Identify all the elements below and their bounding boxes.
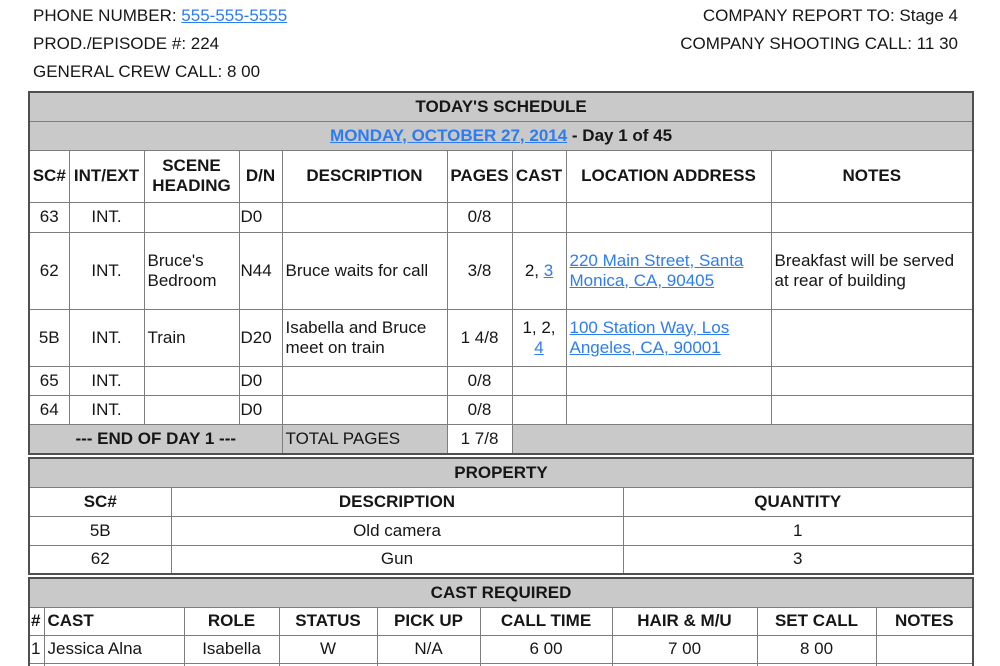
cell-heading [144, 202, 239, 232]
top-info-right [680, 2, 958, 86]
col-cast-notes: NOTES [876, 607, 973, 635]
location-link[interactable]: 220 Main Street, Santa Monica, CA, 90405 [569, 250, 744, 290]
cell-int-ext: INT. [69, 309, 144, 366]
col-pages: PAGES [447, 150, 512, 202]
schedule-header-row [29, 150, 973, 202]
cell-pages: 1 4/8 [447, 309, 512, 366]
cell-property-quantity: 3 [623, 545, 973, 574]
top-info [0, 0, 1000, 86]
col-location: LOCATION ADDRESS [566, 150, 771, 202]
cell-sc: 65 [29, 366, 69, 395]
cell-dn: D20 [239, 309, 282, 366]
cast-required-table [28, 577, 974, 666]
episode-line: PROD./EPISODE #: 224 [33, 34, 220, 53]
cell-description [282, 366, 447, 395]
cell-location [566, 202, 771, 232]
schedule-footer-row [29, 424, 973, 454]
col-property-description: DESCRIPTION [171, 487, 623, 516]
cast-required-header-row [29, 607, 973, 635]
cell-int-ext: INT. [69, 366, 144, 395]
cell-cast [512, 395, 566, 424]
col-dn: D/N [239, 150, 282, 202]
cell-pages: 0/8 [447, 395, 512, 424]
cell-sc: 5B [29, 309, 69, 366]
cell-location [566, 366, 771, 395]
cell-notes [771, 309, 973, 366]
cell-property-description: Gun [171, 545, 623, 574]
cell-location [566, 309, 771, 366]
cell-description: Isabella and Bruce meet on train [282, 309, 447, 366]
report-to-line: COMPANY REPORT TO: Stage 4 [702, 6, 958, 25]
col-int-ext: INT/EXT [69, 150, 144, 202]
schedule-title: TODAY'S SCHEDULE [29, 92, 973, 121]
col-notes: NOTES [771, 150, 973, 202]
cell-property-description: Old camera [171, 516, 623, 545]
col-cast-call-time: CALL TIME [480, 607, 612, 635]
col-sc: SC# [29, 150, 69, 202]
cell-notes [771, 366, 973, 395]
cell-heading [144, 366, 239, 395]
col-property-sc: SC# [29, 487, 171, 516]
cast-number-link[interactable]: 4 [534, 337, 544, 357]
col-cast-num: # [29, 607, 44, 635]
cell-notes [771, 395, 973, 424]
cell-cast [512, 366, 566, 395]
cell-heading: Bruce's Bedroom [144, 232, 239, 309]
col-property-quantity: QUANTITY [623, 487, 973, 516]
property-title: PROPERTY [29, 458, 973, 487]
col-cast-role: ROLE [184, 607, 279, 635]
cell-location [566, 395, 771, 424]
total-pages-value: 1 7/8 [447, 424, 512, 454]
cell-property-sc: 62 [29, 545, 171, 574]
col-description: DESCRIPTION [282, 150, 447, 202]
cast-required-title: CAST REQUIRED [29, 578, 973, 607]
col-cast-status: STATUS [279, 607, 377, 635]
cast-plain: 2, [524, 260, 544, 280]
property-table [28, 457, 974, 575]
schedule-date-row [29, 121, 973, 150]
cell-heading: Train [144, 309, 239, 366]
cell-notes: Breakfast will be served at rear of building [771, 232, 973, 309]
property-row [29, 516, 973, 545]
cell-dn: D0 [239, 366, 282, 395]
cell-cast-set-call: 8 00 [757, 635, 876, 663]
property-header-row [29, 487, 973, 516]
cell-cast [512, 202, 566, 232]
cell-cast-role: Isabella [184, 635, 279, 663]
cell-cast-notes [876, 635, 973, 663]
phone-number-label: PHONE NUMBER: [33, 6, 182, 25]
cell-sc: 63 [29, 202, 69, 232]
cell-pages: 3/8 [447, 232, 512, 309]
top-info-left [33, 2, 287, 86]
schedule-row-5B [29, 309, 973, 366]
cell-pages: 0/8 [447, 366, 512, 395]
col-cast-set-call: SET CALL [757, 607, 876, 635]
cell-cast [512, 232, 566, 309]
location-link[interactable]: 100 Station Way, Los Angeles, CA, 90001 [569, 317, 730, 357]
cell-cast-pickup: N/A [377, 635, 480, 663]
cell-cast-num: 1 [29, 635, 44, 663]
cast-number-link[interactable]: 3 [543, 260, 554, 280]
cell-pages: 0/8 [447, 202, 512, 232]
cell-property-quantity: 1 [623, 516, 973, 545]
cell-cast-hair-mu: 7 00 [612, 635, 757, 663]
cell-description: Bruce waits for call [282, 232, 447, 309]
cell-heading [144, 395, 239, 424]
schedule-row-63 [29, 202, 973, 232]
total-pages-label: TOTAL PAGES [282, 424, 447, 454]
col-cast: CAST [512, 150, 566, 202]
col-cast-pickup: PICK UP [377, 607, 480, 635]
col-cast-name: CAST [44, 607, 184, 635]
cell-dn: D0 [239, 395, 282, 424]
cell-cast-call-time: 6 00 [480, 635, 612, 663]
cell-location [566, 232, 771, 309]
phone-number-line [33, 2, 287, 30]
col-scene-heading: SCENE HEADING [144, 150, 239, 202]
schedule-row-62 [29, 232, 973, 309]
schedule-date-link[interactable]: MONDAY, OCTOBER 27, 2014 [330, 125, 568, 145]
cell-cast-status: W [279, 635, 377, 663]
end-of-day-label: --- END OF DAY 1 --- [29, 424, 282, 454]
cell-int-ext: INT. [69, 232, 144, 309]
cell-int-ext: INT. [69, 202, 144, 232]
cell-notes [771, 202, 973, 232]
schedule-footer-spacer [512, 424, 973, 454]
schedule-row-64 [29, 395, 973, 424]
cell-sc: 62 [29, 232, 69, 309]
cast-plain: 1, 2, [522, 317, 556, 337]
cell-description [282, 202, 447, 232]
crew-call-line: GENERAL CREW CALL: 8 00 [33, 62, 261, 81]
cell-description [282, 395, 447, 424]
schedule-row-65 [29, 366, 973, 395]
cast-required-row [29, 635, 973, 663]
cell-cast-name: Jessica Alna [44, 635, 184, 663]
cell-int-ext: INT. [69, 395, 144, 424]
cell-dn: N44 [239, 232, 282, 309]
phone-number-link[interactable]: 555-555-5555 [181, 6, 288, 25]
cell-property-sc: 5B [29, 516, 171, 545]
schedule-table [28, 91, 974, 455]
cell-cast [512, 309, 566, 366]
cell-sc: 64 [29, 395, 69, 424]
col-cast-hair-mu: HAIR & M/U [612, 607, 757, 635]
cell-dn: D0 [239, 202, 282, 232]
shooting-call-line: COMPANY SHOOTING CALL: 11 30 [680, 34, 958, 53]
property-row [29, 545, 973, 574]
schedule-day-count: - Day 1 of 45 [567, 125, 673, 145]
